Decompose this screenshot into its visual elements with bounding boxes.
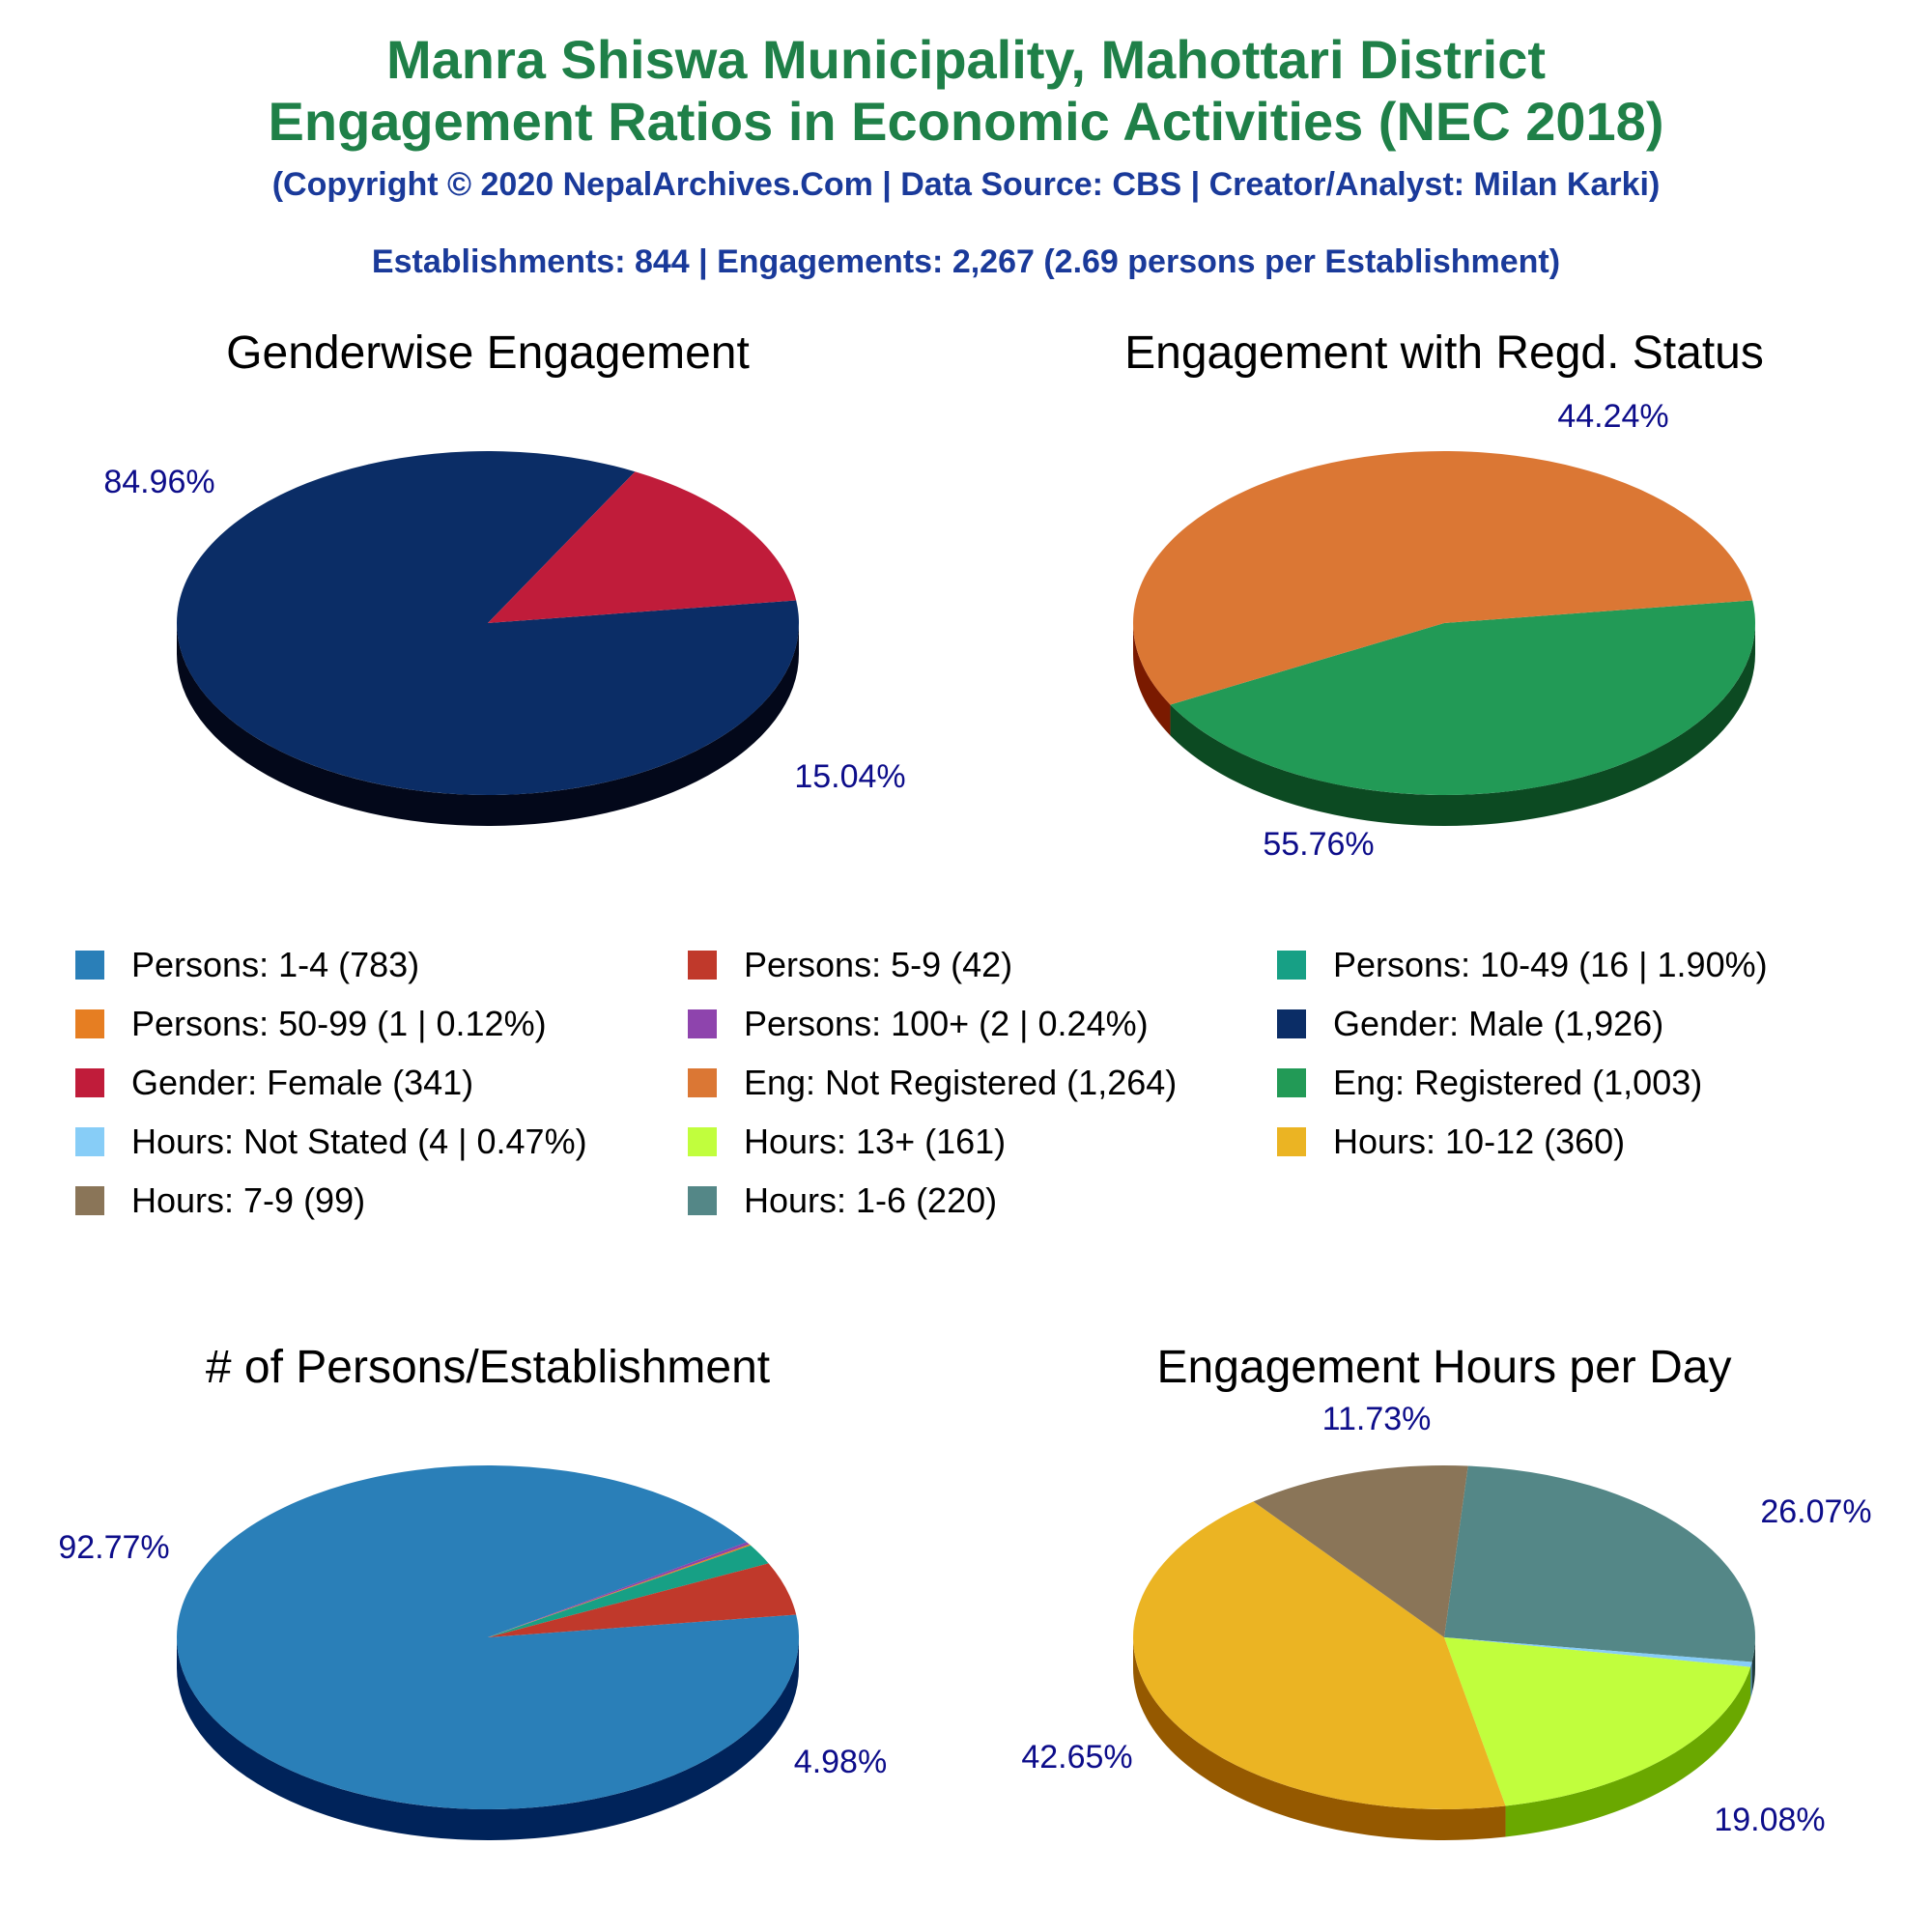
legend-label: Hours: 7-9 (99) — [131, 1180, 366, 1220]
pie-chart-3 — [1021, 1401, 1871, 1840]
legend-item — [688, 1064, 1177, 1102]
pie-title-hours: Engagement Hours per Day — [1156, 1342, 1732, 1393]
legend-swatch — [75, 1186, 104, 1215]
chart-title-line1: Manra Shiswa Municipality, Mahottari District — [385, 29, 1547, 90]
legend-swatch — [1277, 1068, 1306, 1097]
pie-side-3-1 — [1750, 1662, 1752, 1698]
legend-swatch — [1277, 1127, 1306, 1156]
legend-swatch — [75, 1009, 104, 1038]
pie-percent-label-0-1: 15.04% — [794, 758, 906, 795]
copyright-subtitle: (Copyright © 2020 NepalArchives.Com | Data Source: CBS | Creator/Analyst: Milan Karki) — [271, 166, 1661, 203]
legend-item — [1277, 1005, 1663, 1043]
legend-swatch — [1277, 1009, 1306, 1038]
legend-item — [75, 946, 419, 984]
legend-item — [75, 1122, 587, 1161]
pie-percent-label-0-0: 84.96% — [103, 464, 215, 500]
legend-label: Persons: 50-99 (1 | 0.12%) — [131, 1004, 547, 1043]
legend-item — [1277, 1122, 1625, 1161]
legend-item — [688, 1181, 997, 1220]
legend-label: Gender: Male (1,926) — [1333, 1004, 1664, 1043]
pie-percent-label-3-3: 42.65% — [1021, 1739, 1133, 1776]
legend-swatch — [688, 1009, 717, 1038]
legend-label: Hours: 1-6 (220) — [744, 1180, 998, 1220]
pie-percent-label-3-2: 19.08% — [1714, 1802, 1826, 1838]
legend-label: Eng: Registered (1,003) — [1333, 1063, 1703, 1102]
legend-item — [1277, 1064, 1702, 1102]
legend-item — [75, 1181, 365, 1220]
summary-line: Establishments: 844 | Engagements: 2,267 (2.69 persons per Establishment) — [371, 243, 1561, 280]
legend-item — [75, 1064, 473, 1102]
legend-swatch — [75, 1068, 104, 1097]
legend-label: Hours: 10-12 (360) — [1333, 1122, 1626, 1161]
pie-slice-2-0 — [177, 1465, 799, 1809]
legend-label: Gender: Female (341) — [131, 1063, 474, 1102]
legend-item — [688, 1122, 1006, 1161]
legend-label: Hours: Not Stated (4 | 0.47%) — [131, 1122, 587, 1161]
legend-item — [1277, 946, 1768, 984]
pie-chart-1 — [1133, 398, 1755, 863]
chart-title-line2: Engagement Ratios in Economic Activities (NEC 2018) — [268, 91, 1664, 152]
pie-slice-3-0 — [1444, 1466, 1755, 1662]
pie-percent-label-2-4: 4.98% — [793, 1744, 888, 1780]
legend-swatch — [688, 1127, 717, 1156]
legend-label: Persons: 10-49 (16 | 1.90%) — [1333, 945, 1768, 984]
legend-item — [688, 1005, 1149, 1043]
pie-percent-label-1-1: 55.76% — [1263, 826, 1375, 863]
pie-title-gender: Genderwise Engagement — [226, 327, 750, 379]
pie-percent-label-3-0: 26.07% — [1760, 1493, 1872, 1530]
legend-item — [75, 1005, 547, 1043]
legend-swatch — [75, 1127, 104, 1156]
legend-swatch — [688, 1186, 717, 1215]
legend-label: Eng: Not Registered (1,264) — [744, 1063, 1178, 1102]
legend-label: Persons: 100+ (2 | 0.24%) — [744, 1004, 1149, 1043]
legend-label: Hours: 13+ (161) — [744, 1122, 1007, 1161]
legend-label: Persons: 5-9 (42) — [744, 945, 1013, 984]
legend-swatch — [688, 951, 717, 980]
pie-percent-label-3-4: 11.73% — [1321, 1401, 1432, 1437]
pie-percent-label-2-0: 92.77% — [58, 1529, 170, 1566]
legend-swatch — [75, 951, 104, 980]
pie-chart-0 — [103, 451, 905, 826]
pie-title-persons: # of Persons/Establishment — [205, 1342, 771, 1393]
legend-swatch — [1277, 951, 1306, 980]
pie-title-registration: Engagement with Regd. Status — [1124, 327, 1764, 379]
legend-label: Persons: 1-4 (783) — [131, 945, 420, 984]
pie-chart-2 — [58, 1465, 887, 1840]
pie-percent-label-1-0: 44.24% — [1557, 398, 1669, 435]
legend-item — [688, 946, 1012, 984]
legend-swatch — [688, 1068, 717, 1097]
